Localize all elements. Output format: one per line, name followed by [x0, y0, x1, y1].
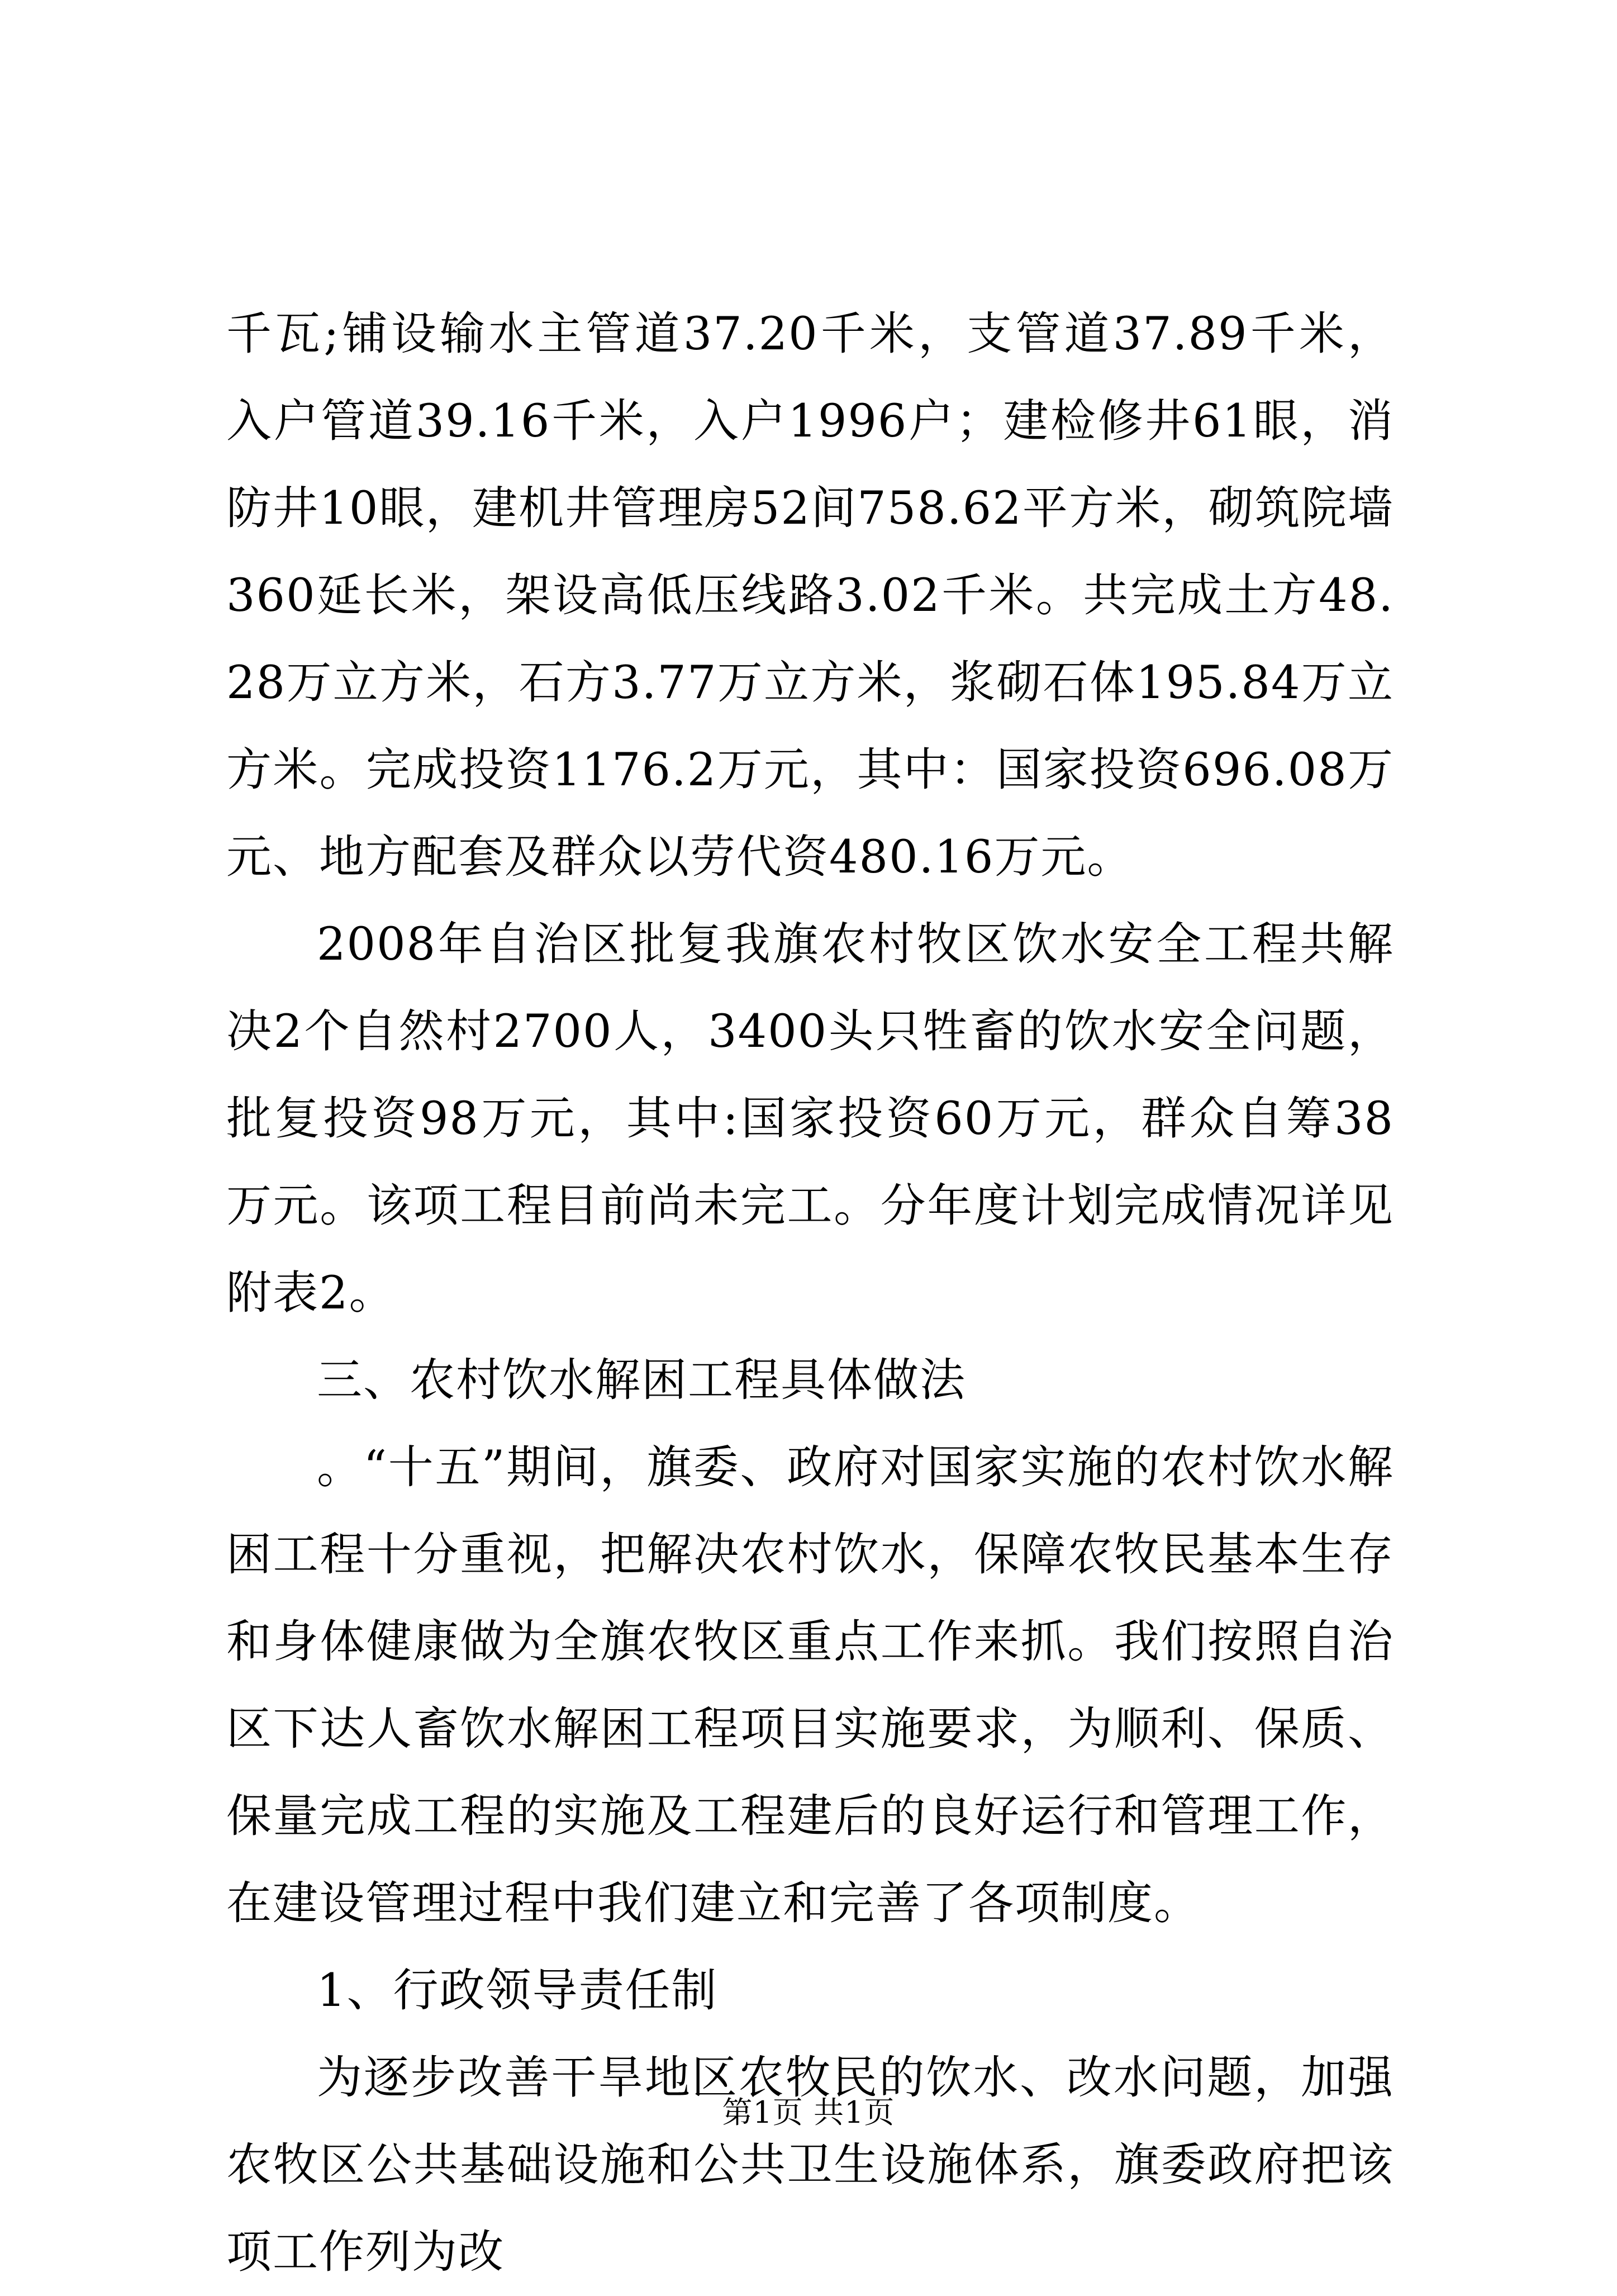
paragraph-4: 。“十五”期间，旗委、政府对国家实施的农村饮水解困工程十分重视，把解决农村饮水，保障农牧民基本生存和身体健康做为全旗农牧区重点工作来抓。我们按照自治区下达人畜饮水解困工程项目实施要求，为顺利、保质、保量完成工程的实施及工程建后的良好运行和管理工作，在建设管理过程中我们建立和完善了各项制度。 [226, 1441, 1394, 1930]
paragraph-6: 为逐步改善干旱地区农牧民的饮水、改水问题，加强农牧区公共基础设施和公共卫生设施体系，旗委政府把该项工作列为改 [226, 2052, 1394, 2279]
subsection-heading-1: 1、行政领导责任制 [317, 1965, 718, 2017]
page-footer: 第1页 共1页 [722, 2095, 895, 2130]
section-heading-3: 三、农村饮水解困工程具体做法 [317, 1354, 967, 1407]
paragraph-1: 千瓦;铺设输水主管道37.20千米，支管道37.89千米，入户管道39.16千米，入户1996户；建检修井61眼，消防井10眼，建机井管理房52间758.62平方米，砌筑院墙360延长米，架设高低压线路3.02千米。共完成土方48.28万立方米，石方3.77万立方米，浆砌石体195.84万立方米。完成投资1176.2万元，其中：国家投资696.08万元、地方配套及群众以劳代资480.16万元。 [226, 308, 1394, 884]
paragraph-2: 2008年自治区批复我旗农村牧区饮水安全工程共解决2个自然村2700人，3400头只牲畜的饮水安全问题，批复投资98万元，其中:国家投资60万元，群众自筹38万元。该项工程目前尚未完工。分年度计划完成情况详见附表2。 [226, 918, 1394, 1320]
document-body [226, 291, 1394, 2296]
